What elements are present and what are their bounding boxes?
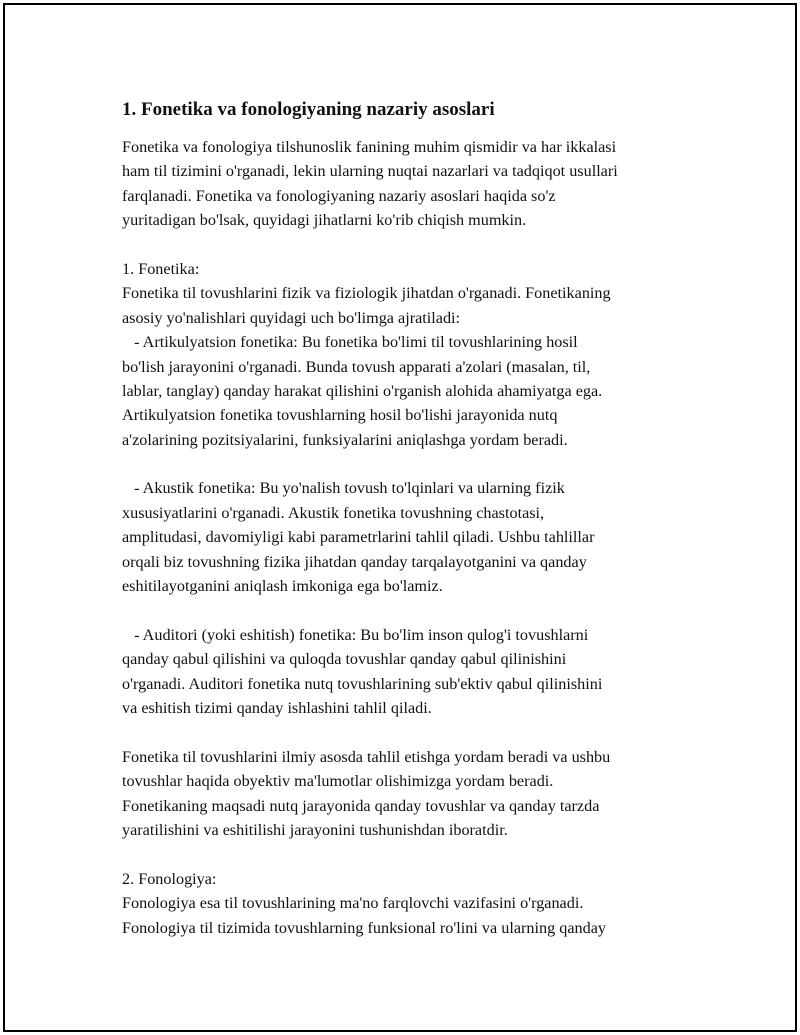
text-line: Fonologiya til tizimida tovushlarning funksional ro'lini va ularning qanday — [122, 918, 606, 937]
document-body — [122, 98, 742, 940]
text-line: - Akustik fonetika: Bu yo'nalish tovush to'lqinlari va ularning fizik — [122, 479, 565, 498]
text-line: Fonetikaning maqsadi nutq jarayonida qanday tovushlar va qanday tarzda — [122, 796, 600, 815]
blank-line — [122, 842, 742, 866]
text-line: bo'lish jarayonini o'rganadi. Bunda tovush apparati a'zolari (masalan, til, — [122, 357, 591, 376]
text-line: Fonologiya esa til tovushlarining ma'no farqlovchi vazifasini o'rganadi. — [122, 894, 584, 913]
page-frame — [3, 3, 797, 1032]
section-heading: 1. Fonetika: — [122, 259, 200, 278]
text-line: tovushlar haqida obyektiv ma'lumotlar olishimizga yordam beradi. — [122, 772, 554, 791]
text-line: amplitudasi, davomiyligi kabi parametrlarini tahlil qiladi. Ushbu tahlillar — [122, 528, 595, 547]
text-line: - Auditori (yoki eshitish) fonetika: Bu bo'lim inson qulog'i tovushlarni — [122, 625, 589, 644]
blank-line — [122, 720, 742, 744]
document-title: 1. Fonetika va fonologiyaning nazariy asoslari — [122, 99, 495, 120]
text-line: yaratilishini va eshitilishi jarayonini tushunishdan iboratdir. — [122, 820, 508, 839]
text-line: va eshitish tizimi qanday ishlashini tahlil qiladi. — [122, 698, 432, 717]
text-line: a'zolarining pozitsiyalarini, funksiyalarini aniqlashga yordam beradi. — [122, 430, 568, 449]
text-line: yuritadigan bo'lsak, quyidagi jihatlarni ko'rib chiqish mumkin. — [122, 211, 527, 230]
text-line: - Artikulyatsion fonetika: Bu fonetika bo'limi til tovushlarining hosil — [122, 333, 578, 352]
blank-line — [122, 233, 742, 257]
text-line: xususiyatlarini o'rganadi. Akustik fonetika tovushning chastotasi, — [122, 503, 545, 522]
text-line: ham til tizimini o'rganadi, lekin ularning nuqtai nazarlari va tadqiqot usullari — [122, 162, 618, 181]
blank-line — [122, 598, 742, 622]
text-line: Fonetika til tovushlarini fizik va fiziologik jihatdan o'rganadi. Fonetikaning — [122, 284, 611, 303]
text-line: asosiy yo'nalishlari quyidagi uch bo'limga ajratiladi: — [122, 308, 461, 327]
text-line: Artikulyatsion fonetika tovushlarning hosil bo'lishi jarayonida nutq — [122, 406, 558, 425]
text-line: o'rganadi. Auditori fonetika nutq tovushlarining sub'ektiv qabul qilinishini — [122, 674, 603, 693]
blank-line — [122, 452, 742, 476]
text-line: farqlanadi. Fonetika va fonologiyaning nazariy asoslari haqida so'z — [122, 186, 556, 205]
text-line: eshitilayotganini aniqlash imkoniga ega bo'lamiz. — [122, 577, 443, 596]
text-line: Fonetika va fonologiya tilshunoslik fanining muhim qismidir va har ikkalasi — [122, 138, 617, 156]
text-line: Fonetika til tovushlarini ilmiy asosda tahlil etishga yordam beradi va ushbu — [122, 747, 611, 766]
text-line: qanday qabul qilishini va quloqda tovushlar qanday qabul qilinishini — [122, 650, 567, 669]
section-heading: 2. Fonologiya: — [122, 869, 217, 888]
text-line: lablar, tanglay) qanday harakat qilishini o'rganish alohida ahamiyatga ega. — [122, 381, 603, 400]
text-line: orqali biz tovushning fizika jihatdan qanday tarqalayotganini va qanday — [122, 552, 587, 571]
